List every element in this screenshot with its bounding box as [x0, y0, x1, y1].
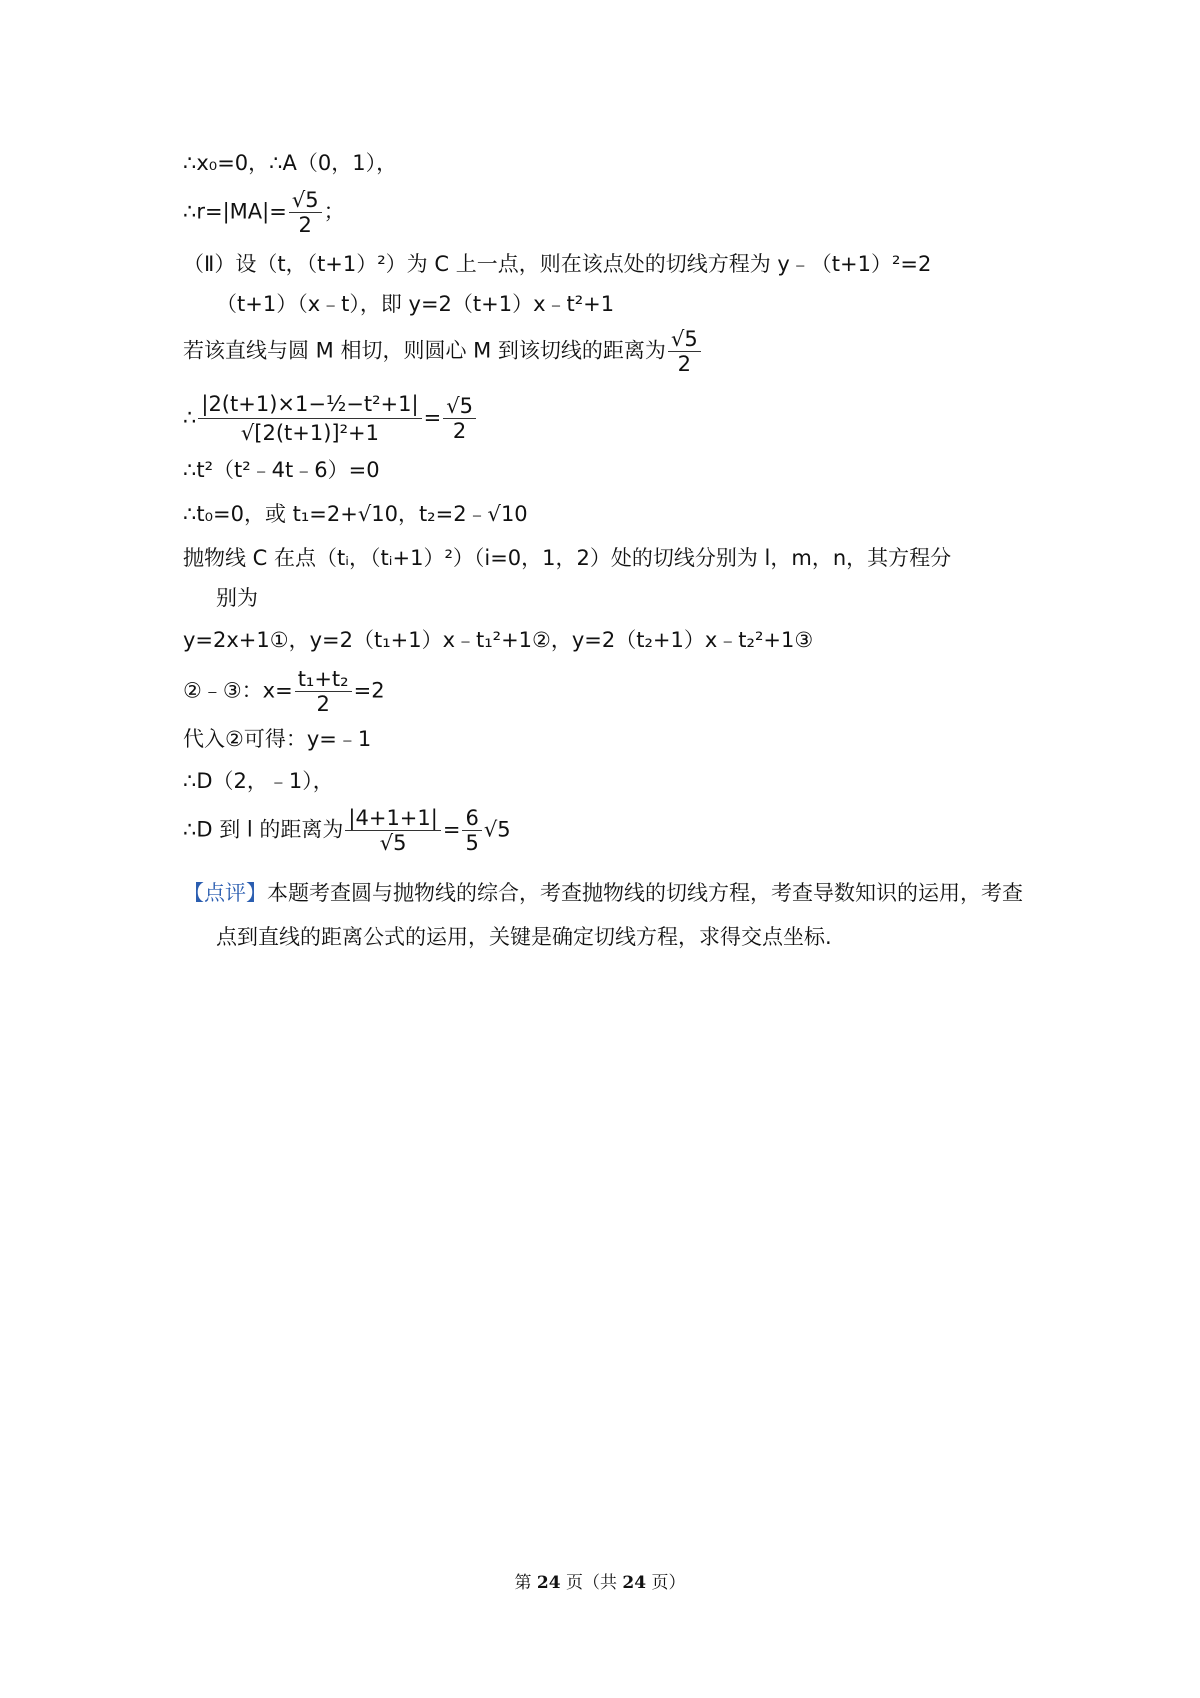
- line-text: ∴x₀=0，∴A（0，1），: [183, 151, 398, 175]
- line-tangent-condition: [183, 327, 1028, 376]
- fraction-6-over-5: [462, 806, 481, 855]
- line-quartic: [183, 455, 1028, 485]
- numerator: |4+1+1|: [345, 806, 440, 831]
- line-text: ∴r=|MA|=: [183, 199, 287, 224]
- comment-text: 本题考查圆与抛物线的综合，考查抛物线的切线方程，考查导数知识的运用，考查点到直线的距离公式的运用，关键是确定切线方程，求得交点坐标.: [216, 881, 1023, 949]
- denominator: 2: [316, 692, 330, 716]
- numerator: t₁+t₂: [295, 667, 352, 692]
- line-text: 抛物线 C 在点（tᵢ，（tᵢ+1）²）（i=0，1，2）处的切线分别为 l，m，n，其方程分: [183, 546, 952, 570]
- numerator: 6: [462, 806, 481, 831]
- line-x0: [183, 148, 1028, 178]
- line-text: ∴: [183, 405, 197, 430]
- denominator: √[2(t+1)]²+1: [240, 421, 380, 445]
- line-roots: [183, 499, 1028, 529]
- footer-total-pages: 24: [622, 1573, 647, 1593]
- line-text: （Ⅱ）设（t，（t+1）²）为 C 上一点，则在该点处的切线方程为 y﹣（t+1）²=2: [183, 252, 932, 276]
- comment-block: [183, 871, 1028, 959]
- denominator: 2: [677, 352, 691, 376]
- line-text: ②﹣③：x=: [183, 678, 293, 703]
- fraction-sqrt5-over-2: [443, 394, 476, 443]
- fraction-distance-d: [345, 806, 440, 855]
- footer-text: 页）: [646, 1573, 686, 1593]
- line-text: ∴t²（t²﹣4t﹣6）=0: [183, 458, 380, 482]
- line-text: （t+1）（x﹣t），即 y=2（t+1）x﹣t²+1: [216, 292, 615, 316]
- denominator: 5: [465, 831, 479, 855]
- line-text: =2: [353, 678, 385, 703]
- numerator: √5: [668, 327, 701, 352]
- denominator: √5: [379, 831, 407, 855]
- footer-page-number: 24: [536, 1573, 561, 1593]
- footer-text: 页（共: [560, 1573, 623, 1593]
- line-point-d: [183, 766, 1028, 796]
- line-part2-a: [183, 249, 1028, 279]
- numerator: |2(t+1)×1−½−t²+1|: [198, 390, 421, 419]
- line-subtract: [183, 667, 1028, 716]
- denominator: 2: [298, 213, 312, 237]
- line-text: ∴D 到 l 的距离为: [183, 817, 344, 842]
- line-distance-d: [183, 806, 1028, 855]
- line-text: =: [442, 817, 461, 842]
- line-substitute: [183, 724, 1028, 754]
- line-radius: [183, 188, 1028, 237]
- page-footer: [0, 1568, 1200, 1593]
- sqrt-five: √5: [483, 817, 511, 842]
- line-text: 代入②可得：y=﹣1: [183, 727, 372, 751]
- denominator: 2: [452, 419, 467, 443]
- footer-text: 第: [514, 1573, 537, 1593]
- fraction-t-sum: [295, 667, 352, 716]
- line-text: ∴D（2，﹣1），: [183, 769, 334, 793]
- numerator: √5: [443, 394, 476, 419]
- line-text: y=2x+1①，y=2（t₁+1）x﹣t₁²+1②，y=2（t₂+1）x﹣t₂²+1③: [183, 628, 814, 652]
- fraction-distance: [198, 390, 421, 447]
- fraction-sqrt5-over-2: [289, 188, 322, 237]
- line-text: ∴t₀=0，或 t₁=2+√10，t₂=2﹣√10: [183, 502, 528, 526]
- line-part2-b: [183, 289, 1028, 319]
- line-tangents-a: [183, 543, 1028, 573]
- solution-body: [183, 148, 1028, 949]
- line-text: 若该直线与圆 M 相切，则圆心 M 到该切线的距离为: [183, 338, 666, 363]
- line-tangents-b: [183, 583, 1028, 613]
- fraction-sqrt5-over-2: [668, 327, 701, 376]
- line-text: 别为: [216, 586, 258, 610]
- comment-tag: 【点评】: [183, 881, 267, 905]
- numerator: √5: [289, 188, 322, 213]
- line-distance-equation: ∴ $\frac{\text{|2(t+1)×1−½−t²+1|}}{\text{√[2(t+1)]²+1}}$ = $\frac{√5}{2}$: [183, 390, 1028, 447]
- line-equations: [183, 625, 1028, 655]
- line-text: ；: [323, 199, 345, 224]
